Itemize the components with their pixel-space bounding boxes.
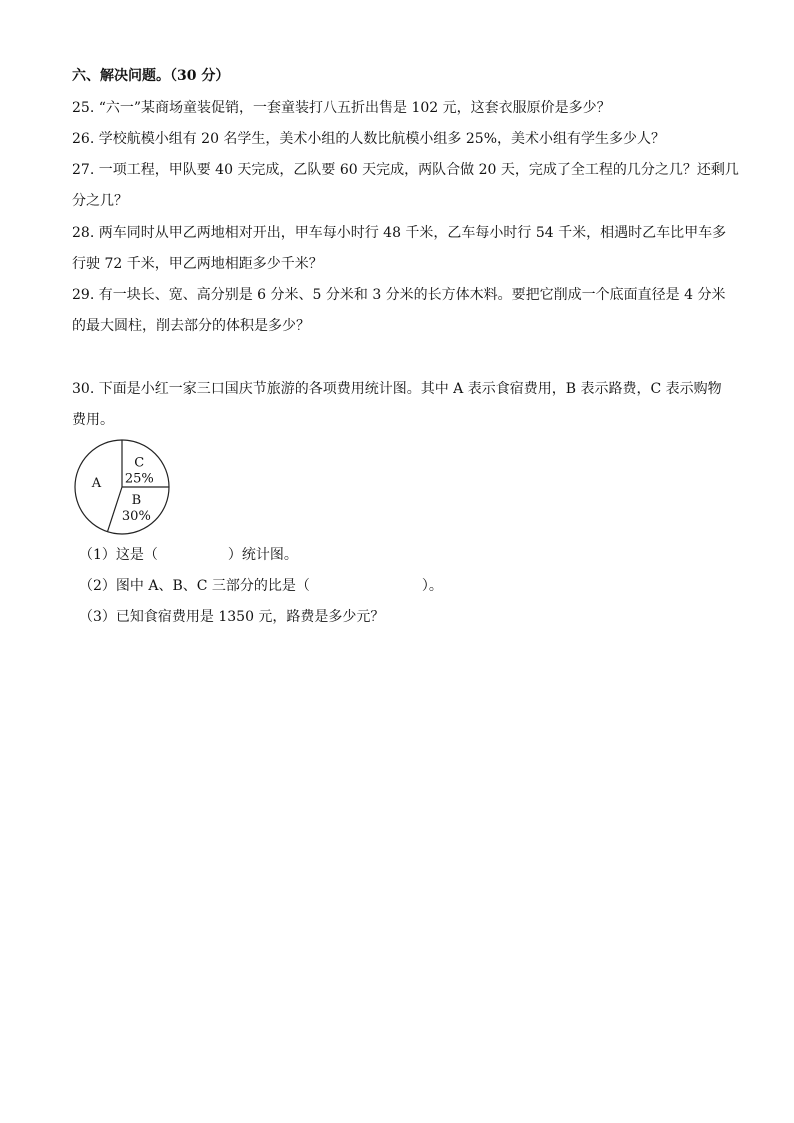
pie-label-b: B: [131, 492, 142, 508]
question-30-sub-1: （1）这是（ ）统计图。: [79, 547, 298, 563]
section-title: 六、解决问题。（30 分）: [72, 68, 230, 84]
pie-label-c: C: [134, 455, 145, 471]
pie-label-a: A: [91, 475, 102, 491]
pie-chart: [73, 438, 171, 536]
question-27-line-2: 分之几？: [72, 193, 128, 209]
question-29-line-2: 的最大圆柱，削去部分的体积是多少？: [72, 318, 310, 334]
question-30-line-2: 费用。: [72, 412, 114, 428]
pie-percent-label-b: 30%: [121, 508, 151, 524]
pie-percent-label-c: 25%: [124, 471, 154, 487]
question-27-line-1: 27. 一项工程，甲队要 40 天完成，乙队要 60 天完成，两队合做 20 天，完成了全工程的几分之几？还剩几: [72, 162, 739, 178]
question-28-line-2: 行驶 72 千米，甲乙两地相距多少千米？: [72, 256, 323, 272]
question-28-line-1: 28. 两车同时从甲乙两地相对开出，甲车每小时行 48 千米，乙车每小时行 54 千米，相遇时乙车比甲车多: [72, 225, 727, 241]
question-29-line-1: 29. 有一块长、宽、高分别是 6 分米、5 分米和 3 分米的长方体木料。要把它削成一个底面直径是 4 分米: [72, 287, 726, 303]
question-26: 26. 学校航模小组有 20 名学生，美术小组的人数比航模小组多 25%，美术小组有学生多少人？: [72, 131, 665, 147]
pie-chart-svg: [73, 438, 171, 536]
question-30-sub-3: （3）已知食宿费用是 1350 元，路费是多少元？: [79, 609, 385, 625]
question-30-sub-2: （2）图中 A、B、C 三部分的比是（ ）。: [79, 578, 443, 594]
question-25: 25. “六一”某商场童装促销，一套童装打八五折出售是 102 元，这套衣服原价是多少？: [72, 100, 611, 116]
question-30-line-1: 30. 下面是小红一家三口国庆节旅游的各项费用统计图。其中 A 表示食宿费用，B 表示路费，C 表示购物: [72, 381, 722, 397]
